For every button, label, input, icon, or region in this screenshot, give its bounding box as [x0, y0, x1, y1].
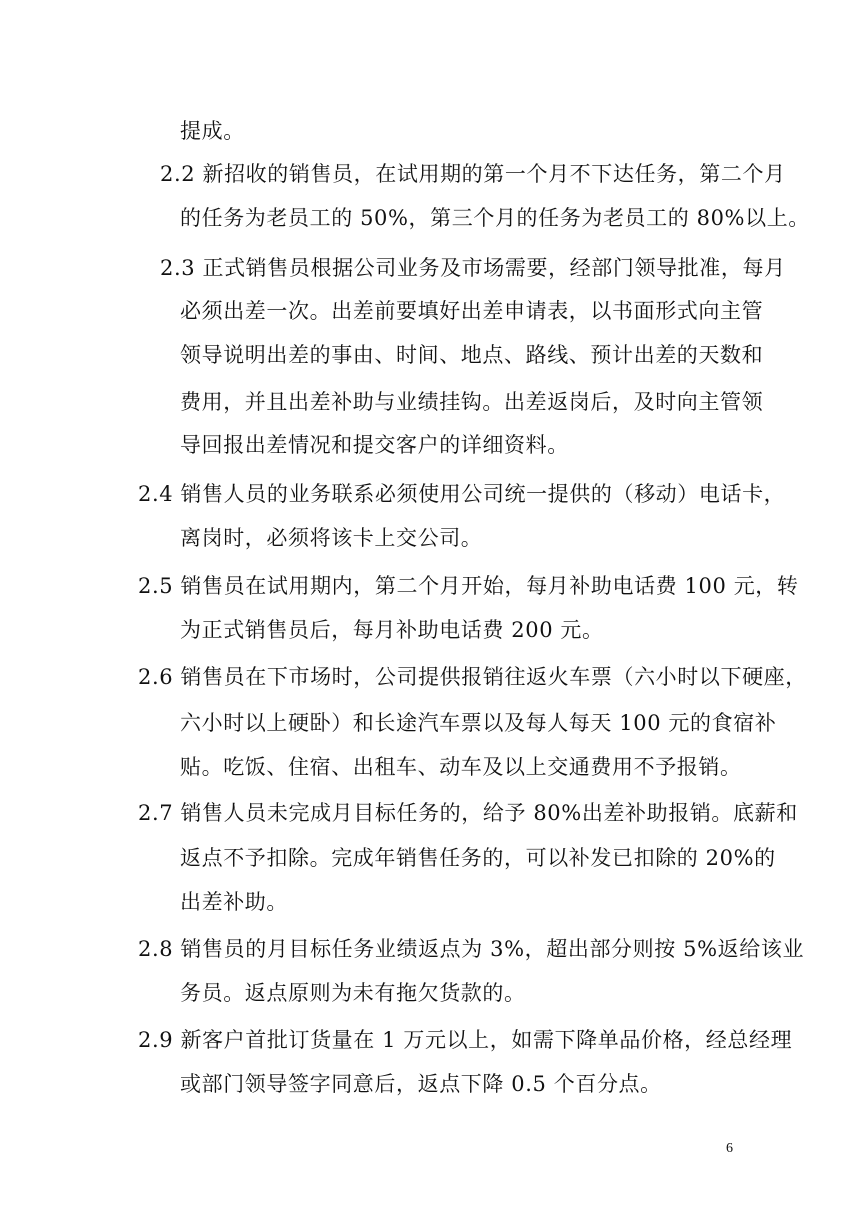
section-2-5-line-1: 2.5 销售员在试用期内，第二个月开始，每月补助电话费 100 元，转: [138, 574, 799, 598]
section-2-3-line-2: 必须出差一次。出差前要填好出差申请表，以书面形式向主管: [180, 299, 764, 323]
section-2-2-line-2: 的任务为老员工的 50%，第三个月的任务为老员工的 80%以上。: [180, 206, 810, 230]
section-2-9-line-2: 或部门领导签字同意后，返点下降 0.5 个百分点。: [180, 1072, 662, 1096]
section-2-7-line-1: 2.7 销售人员未完成月目标任务的，给予 80%出差补助报销。底薪和: [138, 801, 798, 825]
section-2-7-line-2: 返点不予扣除。完成年销售任务的，可以补发已扣除的 20%的: [180, 846, 776, 870]
section-2-6-line-1: 2.6 销售员在下市场时，公司提供报销往返火车票（六小时以下硬座，: [138, 665, 807, 689]
section-2-4-line-1: 2.4 销售人员的业务联系必须使用公司统一提供的（移动）电话卡，: [138, 482, 786, 506]
section-2-4-line-2: 离岗时，必须将该卡上交公司。: [180, 526, 483, 550]
section-2-8-line-1: 2.8 销售员的月目标任务业绩返点为 3%，超出部分则按 5%返给该业: [138, 937, 805, 961]
section-2-3-line-1: 2.3 正式销售员根据公司业务及市场需要，经部门领导批准，每月: [160, 256, 786, 280]
section-2-2-line-1: 2.2 新招收的销售员，在试用期的第一个月不下达任务，第二个月: [160, 162, 786, 186]
text-line: 提成。: [180, 119, 245, 143]
section-2-9-line-1: 2.9 新客户首批订货量在 1 万元以上，如需下降单品价格，经总经理: [138, 1028, 793, 1052]
section-2-7-line-3: 出差补助。: [180, 890, 288, 914]
section-2-6-line-3: 贴。吃饭、住宿、出租车、动车及以上交通费用不予报销。: [180, 755, 742, 779]
section-2-8-line-2: 务员。返点原则为未有拖欠货款的。: [180, 981, 526, 1005]
section-2-6-line-2: 六小时以上硬卧）和长途汽车票以及每人每天 100 元的食宿补: [180, 711, 777, 735]
page-number: 6: [726, 1141, 733, 1156]
section-2-3-line-3: 领导说明出差的事由、时间、地点、路线、预计出差的天数和: [180, 343, 764, 367]
section-2-3-line-5: 导回报出差情况和提交客户的详细资料。: [180, 433, 569, 457]
section-2-5-line-2: 为正式销售员后，每月补助电话费 200 元。: [180, 618, 604, 642]
section-2-3-line-4: 费用，并且出差补助与业绩挂钩。出差返岗后，及时向主管领: [180, 390, 764, 414]
